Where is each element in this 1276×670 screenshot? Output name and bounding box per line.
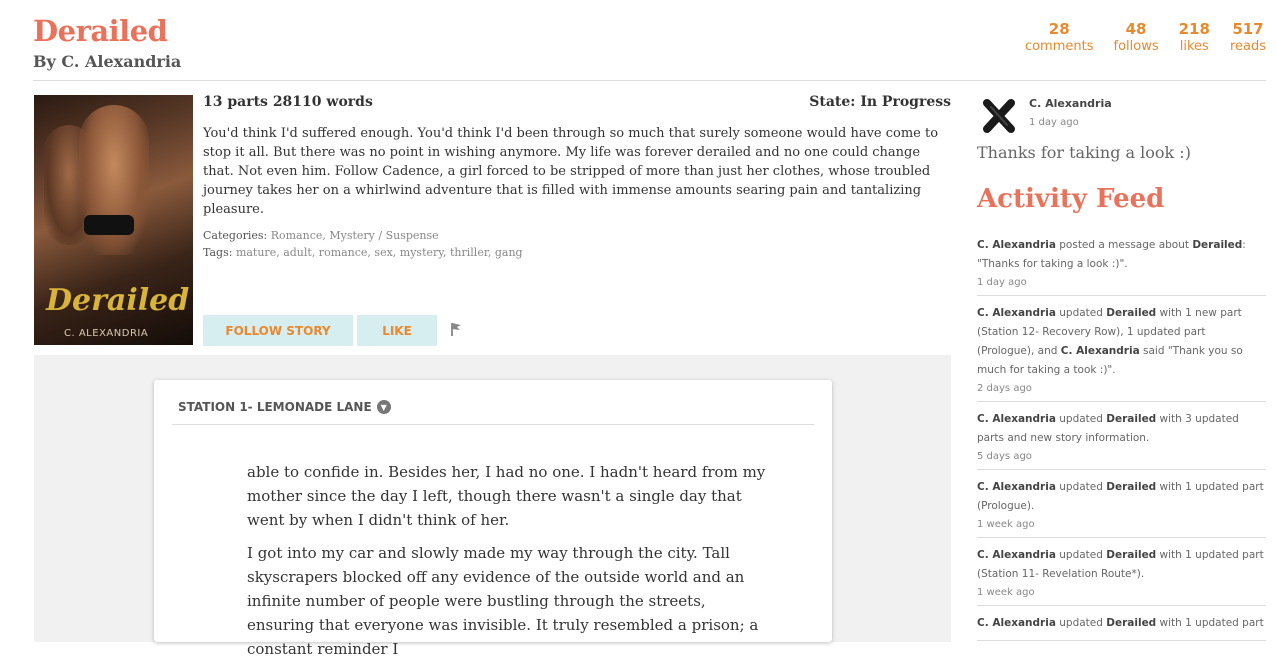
list-item: [977, 410, 1266, 470]
feed-user[interactable]: C. Alexandria: [1060, 345, 1140, 357]
feed-story[interactable]: Derailed: [1106, 481, 1157, 493]
paragraph: I got into my car and slowly made my way through the city. Tall skyscrapers blocked off any evidence of the outside world and an infinite number of people were bustling through the streets, ensuring that everyone was invisible. It truly resembled a prison; a constant reminder I: [247, 544, 759, 658]
feed-fragment: updated: [1055, 617, 1107, 629]
feed-user[interactable]: C. Alexandria: [977, 481, 1056, 493]
feed-date: 1 day ago: [977, 277, 1027, 288]
story-stats: [1005, 20, 1266, 54]
stat-count: 517: [1232, 20, 1264, 38]
chapter-title: STATION 1- LEMONADE LANE: [178, 400, 372, 414]
comment-author[interactable]: C. Alexandria: [1029, 97, 1112, 110]
stat-label: reads: [1229, 39, 1266, 54]
chapter-selector[interactable]: [178, 400, 391, 414]
feed-fragment: posted a message about: [1055, 239, 1193, 251]
feed-fragment: updated: [1055, 307, 1107, 319]
feed-fragment: with 3 updated parts and new story information.: [977, 413, 1239, 444]
story-categories: [203, 229, 439, 242]
feed-text: [977, 478, 1266, 516]
list-item: [977, 304, 1266, 402]
stat-label: likes: [1179, 39, 1209, 54]
feed-text: [977, 410, 1266, 448]
feed-fragment: updated: [1055, 549, 1107, 561]
feed-date: 5 days ago: [977, 451, 1032, 462]
feed-story[interactable]: Derailed: [1192, 239, 1243, 251]
cover-title: Derailed: [46, 283, 190, 318]
feed-date: 2 days ago: [977, 383, 1032, 394]
feed-user[interactable]: C. Alexandria: [977, 307, 1056, 319]
chapter-divider: [172, 424, 814, 425]
stat-count: 218: [1178, 20, 1210, 38]
feed-story[interactable]: Derailed: [1106, 549, 1157, 561]
feed-fragment: with 1 updated part (Prologue).: [977, 481, 1264, 512]
parts-word-count: 13 parts 28110 words: [203, 94, 373, 110]
feed-user[interactable]: C. Alexandria: [977, 239, 1056, 251]
stat-reads[interactable]: [1230, 20, 1266, 54]
cover-author: C. ALEXANDRIA: [64, 328, 149, 339]
list-item: [977, 236, 1266, 296]
header-divider: [33, 80, 1266, 81]
feed-story[interactable]: Derailed: [1106, 413, 1157, 425]
follow-story-button[interactable]: FOLLOW STORY: [203, 315, 353, 346]
list-item: [977, 546, 1266, 606]
stat-comments[interactable]: [1025, 20, 1094, 54]
feed-fragment: with 1 updated part (Station 11- Revelation Route*).: [977, 549, 1264, 580]
tags-label: Tags:: [203, 246, 233, 259]
feed-text: [977, 546, 1266, 584]
stat-likes[interactable]: [1179, 20, 1210, 54]
chapter-text: [247, 460, 777, 670]
feed-story[interactable]: Derailed: [1106, 617, 1157, 629]
avatar[interactable]: [981, 97, 1017, 135]
feed-date: 1 week ago: [977, 587, 1035, 598]
categories-value[interactable]: Romance, Mystery / Suspense: [270, 229, 439, 242]
chevron-down-icon: ▼: [377, 400, 391, 414]
story-title: Derailed: [33, 14, 168, 48]
flag-icon[interactable]: [449, 321, 463, 337]
stat-follows[interactable]: [1114, 20, 1159, 54]
list-item: [977, 478, 1266, 538]
feed-fragment: : "Thanks for taking a look :)".: [977, 239, 1246, 270]
reader-panel: [154, 380, 832, 658]
list-item: [977, 614, 1266, 641]
stat-label: follows: [1113, 39, 1159, 54]
like-button[interactable]: LIKE: [357, 315, 437, 346]
feed-fragment: updated: [1055, 413, 1107, 425]
feed-fragment: said "Thank you so much for taking a took :)".: [977, 345, 1243, 376]
feed-text: [977, 236, 1266, 274]
feed-story[interactable]: Derailed: [1106, 307, 1157, 319]
feed-text: [977, 614, 1266, 633]
cover-handcuff: [84, 215, 134, 235]
comment-message: Thanks for taking a look :): [977, 143, 1191, 162]
feed-user[interactable]: C. Alexandria: [977, 413, 1056, 425]
comment-time: 1 day ago: [1029, 117, 1079, 128]
stat-count: 48: [1125, 20, 1147, 38]
categories-label: Categories:: [203, 229, 268, 242]
feed-text: [977, 304, 1266, 380]
feed-user[interactable]: C. Alexandria: [977, 549, 1056, 561]
stat-count: 28: [1048, 20, 1070, 38]
story-description: You'd think I'd suffered enough. You'd think I'd been through so much that surely someone would have come to stop it all. But there was no point in wishing anymore. My life was forever derailed and no one could change that. Not even him. Follow Cadence, a girl forced to be stripped of more than just her clothes, whose troubled journey takes her on a whirlwind adventure that is filled with immense amounts searing pain and tantalizing pleasure.: [203, 126, 939, 217]
book-cover[interactable]: [34, 95, 193, 345]
feed-fragment: updated: [1055, 481, 1107, 493]
feed-date: 1 week ago: [977, 519, 1035, 530]
feed-fragment: with 1 updated part: [1156, 617, 1264, 629]
story-tags: [203, 246, 523, 259]
feed-user[interactable]: C. Alexandria: [977, 617, 1056, 629]
author-byline[interactable]: By C. Alexandria: [33, 52, 182, 71]
stat-label: comments: [1024, 39, 1094, 54]
feed-fragment: with 1 new part (Station 12- Recovery Row), 1 updated part (Prologue), and: [977, 307, 1242, 357]
story-state: State: In Progress: [809, 94, 951, 110]
activity-feed: [977, 236, 1266, 649]
activity-feed-title: Activity Feed: [977, 184, 1165, 214]
tags-value[interactable]: mature, adult, romance, sex, mystery, thriller, gang: [235, 246, 523, 259]
paragraph: able to confide in. Besides her, I had no one. I hadn't heard from my mother since the day I left, though there wasn't a single day that went by when I didn't think of her.: [247, 463, 766, 529]
